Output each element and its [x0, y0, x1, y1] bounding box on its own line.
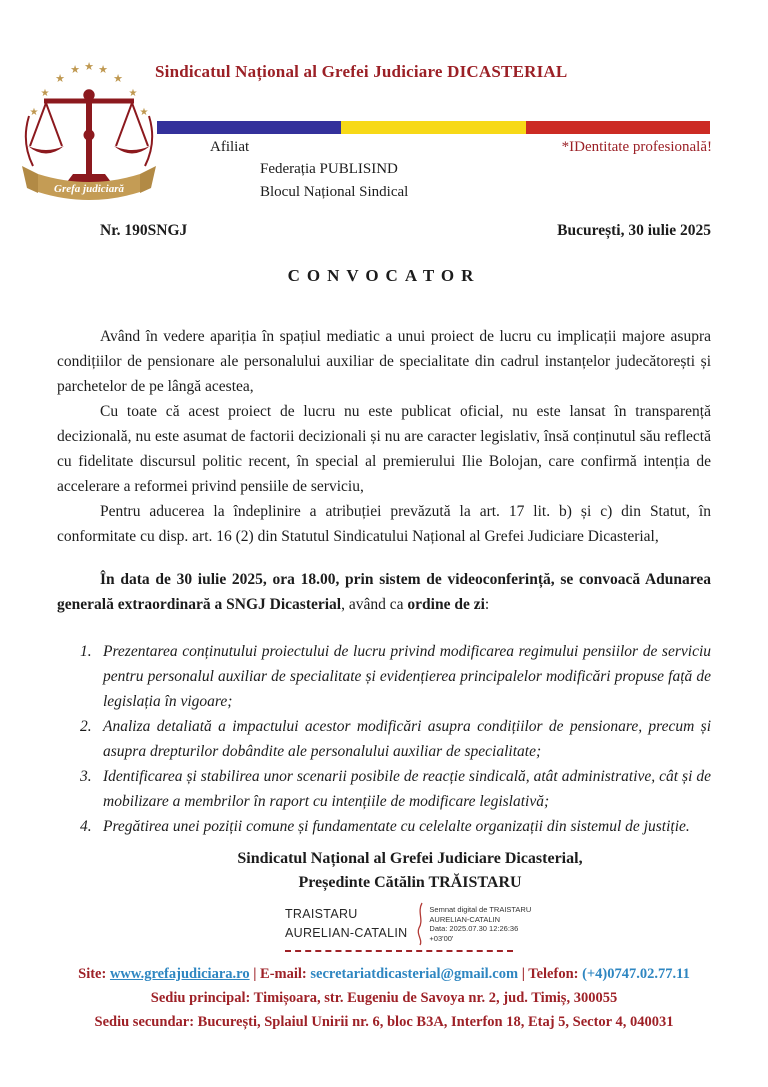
signature-president-line: Președinte Cătălin TRĂISTARU: [298, 874, 522, 891]
flag-red-segment: [526, 121, 710, 134]
svg-text:★: ★: [55, 72, 65, 85]
digital-signature-details: [429, 905, 531, 943]
svg-text:★: ★: [113, 72, 123, 85]
signature-underline: [285, 950, 513, 952]
agenda-item-1: [80, 639, 711, 714]
email-link[interactable]: secretariatdicasterial@gmail.com: [310, 966, 519, 982]
main-office-address: Sediu principal: Timișoara, str. Eugeniu de Savoya nr. 2, jud. Timiș, 300055: [150, 990, 618, 1006]
agenda-number: 1.: [80, 643, 92, 660]
agenda-text: Identificarea și stabilirea unor scenarii posibile de reacție sindicală, atât administrative, cât și de mobilizare a membrilor în raport cu intențiile de modificare legislativă;: [103, 768, 711, 810]
romanian-flag-bar: [157, 121, 710, 134]
document-title: CONVOCATOR: [287, 266, 481, 285]
agenda-number: 3.: [80, 768, 92, 785]
digital-signature-block: [285, 902, 535, 952]
secondary-office-address: Sediu secundar: București, Splaiul Unirii nr. 6, bloc B3A, Interfon 18, Etaj 5, Sector 4, 040031: [94, 1014, 674, 1030]
preamble-paragraphs: [57, 324, 711, 549]
convocation-normal-text: , având ca: [341, 596, 408, 613]
digital-signature-name: [285, 905, 407, 943]
agenda-number: 4.: [80, 818, 92, 835]
agenda-text: Prezentarea conținutului proiectului de lucru privind modificarea regimului pensiilor de serviciu pentru personalul auxiliar de specialitate și evidențierea principalelor modificări propuse față de legislația în vigoare;: [103, 643, 711, 710]
email-label: | E-mail:: [249, 966, 311, 982]
convocation-paragraph: [57, 567, 711, 617]
reference-row: [57, 222, 711, 240]
svg-text:★: ★: [128, 88, 138, 99]
digital-signature-detail-line: Data: 2025.07.30 12:26:36: [429, 924, 519, 933]
federation-affiliation: Federația PUBLISIND: [260, 161, 398, 177]
agenda-list: [57, 639, 711, 839]
agenda-number: 2.: [80, 718, 92, 735]
agenda-item-4: [80, 814, 711, 839]
signature-org-line: Sindicatul Național al Grefei Judiciare Dicasterial,: [237, 850, 583, 867]
paragraph-3: Pentru aducerea la îndeplinire a atribuției prevăzută la art. 17 lit. b) și c) din Statut, în conformitate cu disp. art. 16 (2) din Statutul Sindicatului Național al Grefei Judiciare Dicasterial,: [57, 503, 711, 545]
scales-icon: [26, 91, 152, 183]
convocation-bold-text: În data de 30 iulie 2025, ora 18.00, prin sistem de videoconferință, se convoacă Adunarea generală extraordinară a SNGJ Dicasterial: [57, 571, 711, 613]
reference-number: Nr. 190SNGJ: [100, 222, 188, 239]
svg-text:★: ★: [139, 107, 149, 118]
svg-text:★: ★: [29, 107, 39, 118]
signature-heading: [109, 847, 711, 895]
logo-banner-text: Grefa judiciară: [54, 183, 124, 195]
paragraph-2: Cu toate că acest proiect de lucru nu este publicat oficial, nu este lansat în transparență decizională, nu este asumat de factorii decizionali și nu are caracter legislativ, însă conținutul său reflectă cu fidelitate discursul politic recent, în special al premierului Ilie Bolojan, care confirmă intenția de accelerare a reformei privind pensiile de serviciu,: [57, 403, 711, 495]
digital-signature-detail-line: Semnat digital de TRAISTARU: [429, 905, 532, 914]
phone-label: | Telefon:: [518, 966, 583, 982]
bloc-affiliation: Blocul Național Sindical: [260, 184, 409, 200]
identity-slogan: *IDentitate profesională!: [561, 139, 712, 155]
svg-text:★: ★: [84, 60, 94, 73]
agenda-text: Analiza detaliată a impactului acestor modificări asupra condițiilor de pensionare, precum și asupra drepturilor dobândite ale personalului auxiliar de specialitate;: [103, 718, 711, 760]
footer: [0, 962, 768, 1034]
digital-signature-detail-line: +03'00': [429, 933, 454, 943]
agenda-label: ordine de zi: [407, 596, 485, 613]
website-link[interactable]: www.grefajudiciara.ro: [109, 966, 250, 982]
agenda-item-2: [80, 714, 711, 764]
digital-signature-detail-line: AURELIAN-CATALIN: [429, 914, 500, 924]
document-body: [57, 222, 711, 952]
digital-signature-row: [285, 902, 535, 946]
paragraph-1: Având în vedere apariția în spațiul mediatic a unui proiect de lucru cu implicații majore asupra condițiilor de pensionare ale personalului auxiliar de specialitate din cadrul instanțelor judecătorești și parchetelor de pe lângă acestea,: [57, 328, 711, 395]
place-and-date: București, 30 iulie 2025: [557, 222, 711, 239]
affiliation-label: Afiliat: [210, 139, 250, 155]
footer-contact-line: [0, 962, 768, 986]
svg-text:★: ★: [40, 88, 50, 99]
digital-signature-name-line1: TRAISTARU: [285, 907, 358, 921]
svg-text:★: ★: [98, 63, 108, 76]
organization-title: Sindicatul Național al Grefei Judiciare DICASTERIAL: [155, 62, 568, 81]
signature-flourish-icon: [415, 902, 425, 946]
flag-yellow-segment: [341, 121, 525, 134]
site-label: Site:: [78, 966, 110, 982]
flag-blue-segment: [157, 121, 341, 134]
phone-number[interactable]: (+4)0747.02.77.11: [582, 966, 690, 982]
union-logo: [18, 58, 160, 208]
convocation-colon: :: [484, 596, 490, 613]
agenda-text: Pregătirea unei poziții comune și fundamentate cu celelalte organizații din sistemul de justiție.: [103, 818, 690, 835]
svg-text:★: ★: [70, 63, 80, 76]
agenda-item-3: [80, 764, 711, 814]
digital-signature-name-line2: AURELIAN-CATALIN: [285, 926, 408, 940]
